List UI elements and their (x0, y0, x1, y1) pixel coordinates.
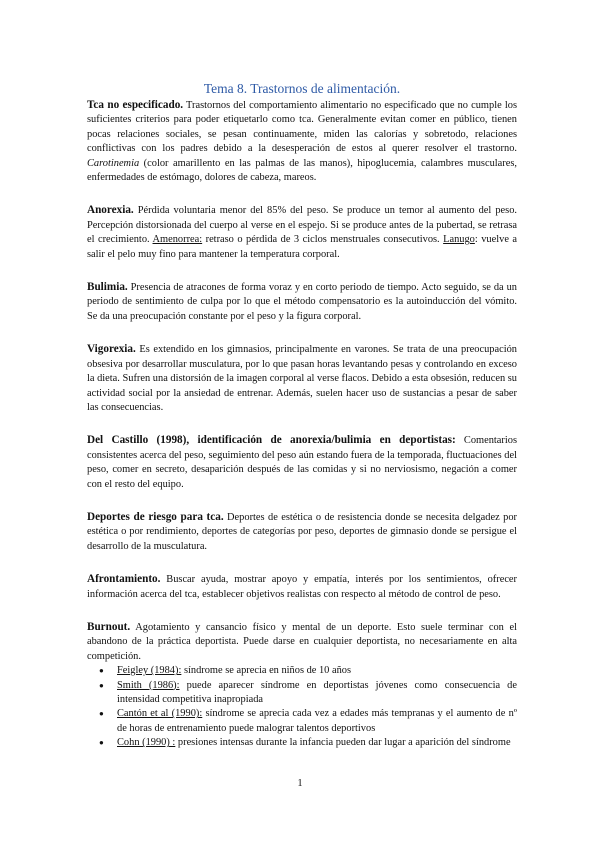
anorexia-text: Pérdida voluntaria menor del 85% del peso. Se produce un temor al aumento del peso. Percepción distorsionada del cuerpo al verse en el espejo. Si se produce antes de la pubertad, se retrasa el crecimiento. (87, 205, 517, 246)
list-item (117, 679, 517, 708)
list-item-text: síndrome se aprecia cada vez a edades más tempranas y el aumento de nº de horas de entrenamiento puede malograr talentos deportivos (117, 708, 517, 734)
term-afrontamiento: Afrontamiento. (87, 573, 161, 586)
document-title: Tema 8. Trastornos de alimentación. (203, 81, 401, 96)
term-deportes-riesgo: Deportes de riesgo para tca. (87, 510, 224, 523)
bulimia-text: Presencia de atracones de forma voraz y en corto periodo de tiempo. Acto seguido, se da un periodo de sentimiento de culpa por lo que el método compensatorio es la autoinducción del vómito. Se da una preocupación constante por el peso y la figura corporal. (87, 282, 517, 322)
paragraph-deportes-riesgo (87, 510, 517, 554)
paragraph-tca (87, 98, 517, 185)
term-amenorrea: Amenorrea: (152, 234, 203, 246)
list-item (117, 707, 517, 736)
list-item-text: puede aparecer síndrome en deportistas jóvenes como consecuencia de intensidad competitiva inapropiada (117, 679, 517, 705)
list-item-text: presiones intensas durante la infancia pueden dar lugar a aparición del síndrome (175, 737, 511, 749)
page-number: 1 (297, 778, 303, 789)
paragraph-del-castillo (87, 433, 517, 492)
term-bulimia: Bulimia. (87, 281, 128, 294)
tca-text: Trastornos del comportamiento alimentario no especificado que no cumple los suficientes criterios para poder etiquetarlo como tca. Generalmente evitan comer en público, tienen pocas relaciones sociales, se pesan continuamente, miden las calorías y sobretodo, relaciones conflictivas con los padres debido a la desesperación de estos al querer resolver el trastorno. (87, 100, 517, 155)
term-carotinemia: Carotinemia (87, 157, 140, 169)
ref-smith: Smith (1986): (117, 679, 180, 691)
list-item-text: síndrome se aprecia en niños de 10 años (181, 665, 352, 677)
tca-text-2: (color amarillento en las palmas de las manos), hipoglucemia, calambres musculares, enfermedades de estómago, dolores de cabeza, mareos. (87, 157, 517, 184)
ref-cohn: Cohn (1990) : (117, 737, 176, 749)
burnout-list (87, 664, 517, 750)
paragraph-vigorexia (87, 342, 517, 415)
afrontamiento-text: Buscar ayuda, mostrar apoyo y empatía, interés por los sentimientos, ofrecer información acerca del tca, establecer objetivos realistas con respecto al método de control de peso. (87, 574, 517, 600)
burnout-text: Agotamiento y cansancio físico y mental de un deporte. Esto suele terminar con el abandono de la práctica deportista. Puede darse en cualquier deportista, no necesariamente en alta competición. (87, 621, 517, 662)
anorexia-text-3: : vuelve a salir el pelo muy fino para mantener la temperatura corporal. (87, 234, 518, 260)
term-anorexia: Anorexia. (87, 204, 134, 217)
term-lanugo: Lanugo (443, 234, 475, 246)
castillo-text: Comentarios consistentes acerca del peso, seguimiento del peso aún estando fuera de la temporada, fluctuaciones del peso, comer en secreto, desaparición después de las comidas y si no nerviosismo, negación a comer con el resto del equipo. (87, 435, 518, 490)
list-item (117, 736, 517, 750)
deportes-text: Deportes de estética o de resistencia donde se necesita delgadez por estética o por rendimiento, deportes de categorías por peso, deportes de gimnasio donde se persigue el desarrollo de la musculatura. (87, 511, 517, 552)
paragraph-anorexia (87, 203, 517, 262)
paragraph-burnout (87, 620, 517, 664)
vigorexia-text: Es extendido en los gimnasios, principalmente en varones. Se trata de una preocupación obsesiva por desarrollar musculatura, por lo que pasan horas levantando pesas y controlando en exceso la dieta. Sufren una distorsión de la imagen corporal al verse flacos. Debido a esta obsesión, reducen su actividad social por la ansiedad de entrenar. Además, suelen hacer uso de sustancias a pesar de saber las consecuencias. (87, 344, 517, 413)
term-vigorexia: Vigorexia. (87, 343, 136, 356)
term-tca: Tca no especificado. (87, 99, 184, 111)
term-burnout: Burnout. (87, 620, 131, 633)
ref-canton: Cantón et al (1990): (117, 708, 203, 720)
anorexia-text-2: retraso o pérdida de 3 ciclos menstruales consecutivos. (202, 234, 444, 246)
document-body (87, 81, 517, 751)
ref-feigley: Feigley (1984): (117, 665, 182, 677)
list-item (117, 664, 517, 678)
term-del-castillo: Del Castillo (1998), identificación de anorexia/bulimia en deportistas: (87, 434, 456, 447)
paragraph-afrontamiento (87, 572, 517, 602)
paragraph-bulimia (87, 280, 517, 324)
